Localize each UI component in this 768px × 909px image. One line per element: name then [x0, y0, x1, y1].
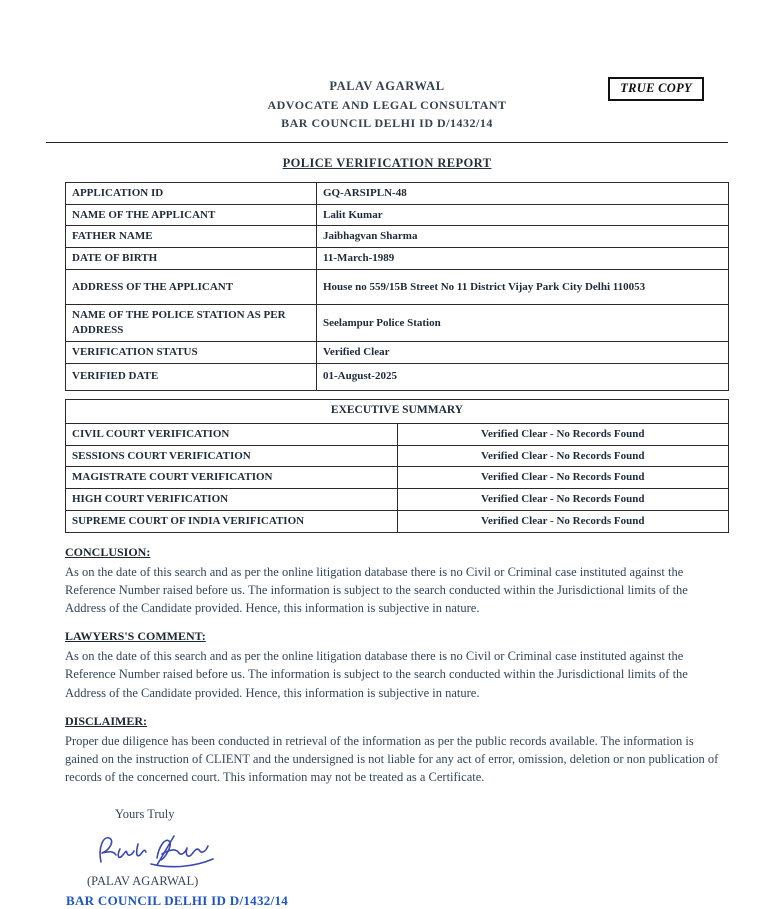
- field-value: 11-March-1989: [317, 248, 729, 270]
- field-value: 01-August-2025: [317, 363, 729, 390]
- verification-result: Verified Clear - No Records Found: [397, 445, 729, 467]
- closing-salutation: Yours Truly: [115, 807, 175, 821]
- field-label: VERIFIED DATE: [66, 363, 317, 390]
- table-row: [66, 248, 729, 270]
- field-value: Lalit Kumar: [317, 204, 729, 226]
- verification-label: SESSIONS COURT VERIFICATION: [66, 445, 398, 467]
- table-row: [66, 399, 729, 423]
- section-heading: LAWYERS'S COMMENT:: [65, 629, 206, 644]
- header-divider: [46, 142, 728, 143]
- table-row: [66, 445, 729, 467]
- true-copy-stamp: [608, 77, 704, 101]
- field-label: VERIFICATION STATUS: [66, 341, 317, 363]
- verification-label: HIGH COURT VERIFICATION: [66, 489, 398, 511]
- section-body: Proper due diligence has been conducted in retrieval of the information as per the public records available. The information is gained on the instruction of CLIENT and the undersigned is not liable for any act of error, omission, deletion or non publication of records of the concerned court. This information may not be treated as a Certificate.: [65, 733, 719, 784]
- section-heading: CONCLUSION:: [65, 544, 151, 559]
- advocate-council-id: BAR COUNCIL DELHI ID D/1432/14: [281, 115, 493, 130]
- section-disclaimer: [65, 714, 729, 786]
- field-value: Verified Clear: [317, 341, 729, 363]
- table-row: [66, 226, 729, 248]
- table-row: [66, 467, 729, 489]
- table-row: [66, 341, 729, 363]
- verification-label: SUPREME COURT OF INDIA VERIFICATION: [66, 511, 398, 533]
- table-row: [66, 305, 729, 342]
- report-title: POLICE VERIFICATION REPORT: [282, 155, 492, 170]
- table-row: [66, 182, 729, 204]
- executive-summary-table: [65, 399, 729, 533]
- table-row: [66, 204, 729, 226]
- verification-result: Verified Clear - No Records Found: [397, 423, 729, 445]
- field-value: Jaibhagvan Sharma: [317, 226, 729, 248]
- field-value: Seelampur Police Station: [317, 305, 729, 342]
- section-body: As on the date of this search and as per the online litigation database there is no Civil or Criminal case instituted against the Reference Number raised before us. The information is subject to the search conducted within the Jurisdictional limits of the Address of the Candidate provided. Hence, this information is subjective in nature.: [65, 564, 688, 616]
- advocate-role: ADVOCATE AND LEGAL CONSULTANT: [267, 97, 507, 112]
- verification-label: CIVIL COURT VERIFICATION: [66, 423, 398, 445]
- section-lawyers-comment: [65, 629, 729, 701]
- verification-result: Verified Clear - No Records Found: [397, 467, 729, 489]
- table-row: [66, 423, 729, 445]
- table-row: [66, 363, 729, 390]
- field-label: ADDRESS OF THE APPLICANT: [66, 270, 317, 305]
- true-copy-label: TRUE COPY: [620, 81, 692, 95]
- field-label: APPLICATION ID: [66, 182, 317, 204]
- field-value: House no 559/15B Street No 11 District Vijay Park City Delhi 110053: [317, 270, 729, 305]
- section-body: As on the date of this search and as per the online litigation database there is no Civil or Criminal case instituted against the Reference Number raised before us. The information is subject to the search conducted within the Jurisdictional limits of the Address of the Candidate provided. Hence, this information is subjective in nature.: [65, 649, 688, 700]
- verification-result: Verified Clear - No Records Found: [397, 489, 729, 511]
- verification-label: MAGISTRATE COURT VERIFICATION: [66, 467, 398, 489]
- table-row: [66, 511, 729, 533]
- section-conclusion: [65, 545, 729, 617]
- verification-result: Verified Clear - No Records Found: [397, 511, 729, 533]
- table-row: [66, 270, 729, 305]
- handwritten-signature: [91, 830, 231, 872]
- field-value: GQ-ARSIPLN-48: [317, 182, 729, 204]
- field-label: NAME OF THE POLICE STATION AS PER ADDRESS: [66, 305, 317, 342]
- field-label: FATHER NAME: [66, 226, 317, 248]
- applicant-info-table: [65, 182, 729, 391]
- advocate-name: PALAV AGARWAL: [329, 79, 445, 93]
- section-heading: DISCLAIMER:: [65, 713, 148, 728]
- signer-council-id: BAR COUNCIL DELHI ID D/1432/14: [66, 893, 289, 908]
- executive-summary-title: EXECUTIVE SUMMARY: [66, 399, 729, 423]
- field-label: DATE OF BIRTH: [66, 248, 317, 270]
- table-row: [66, 489, 729, 511]
- field-label: NAME OF THE APPLICANT: [66, 204, 317, 226]
- signer-name: (PALAV AGARWAL): [87, 874, 199, 888]
